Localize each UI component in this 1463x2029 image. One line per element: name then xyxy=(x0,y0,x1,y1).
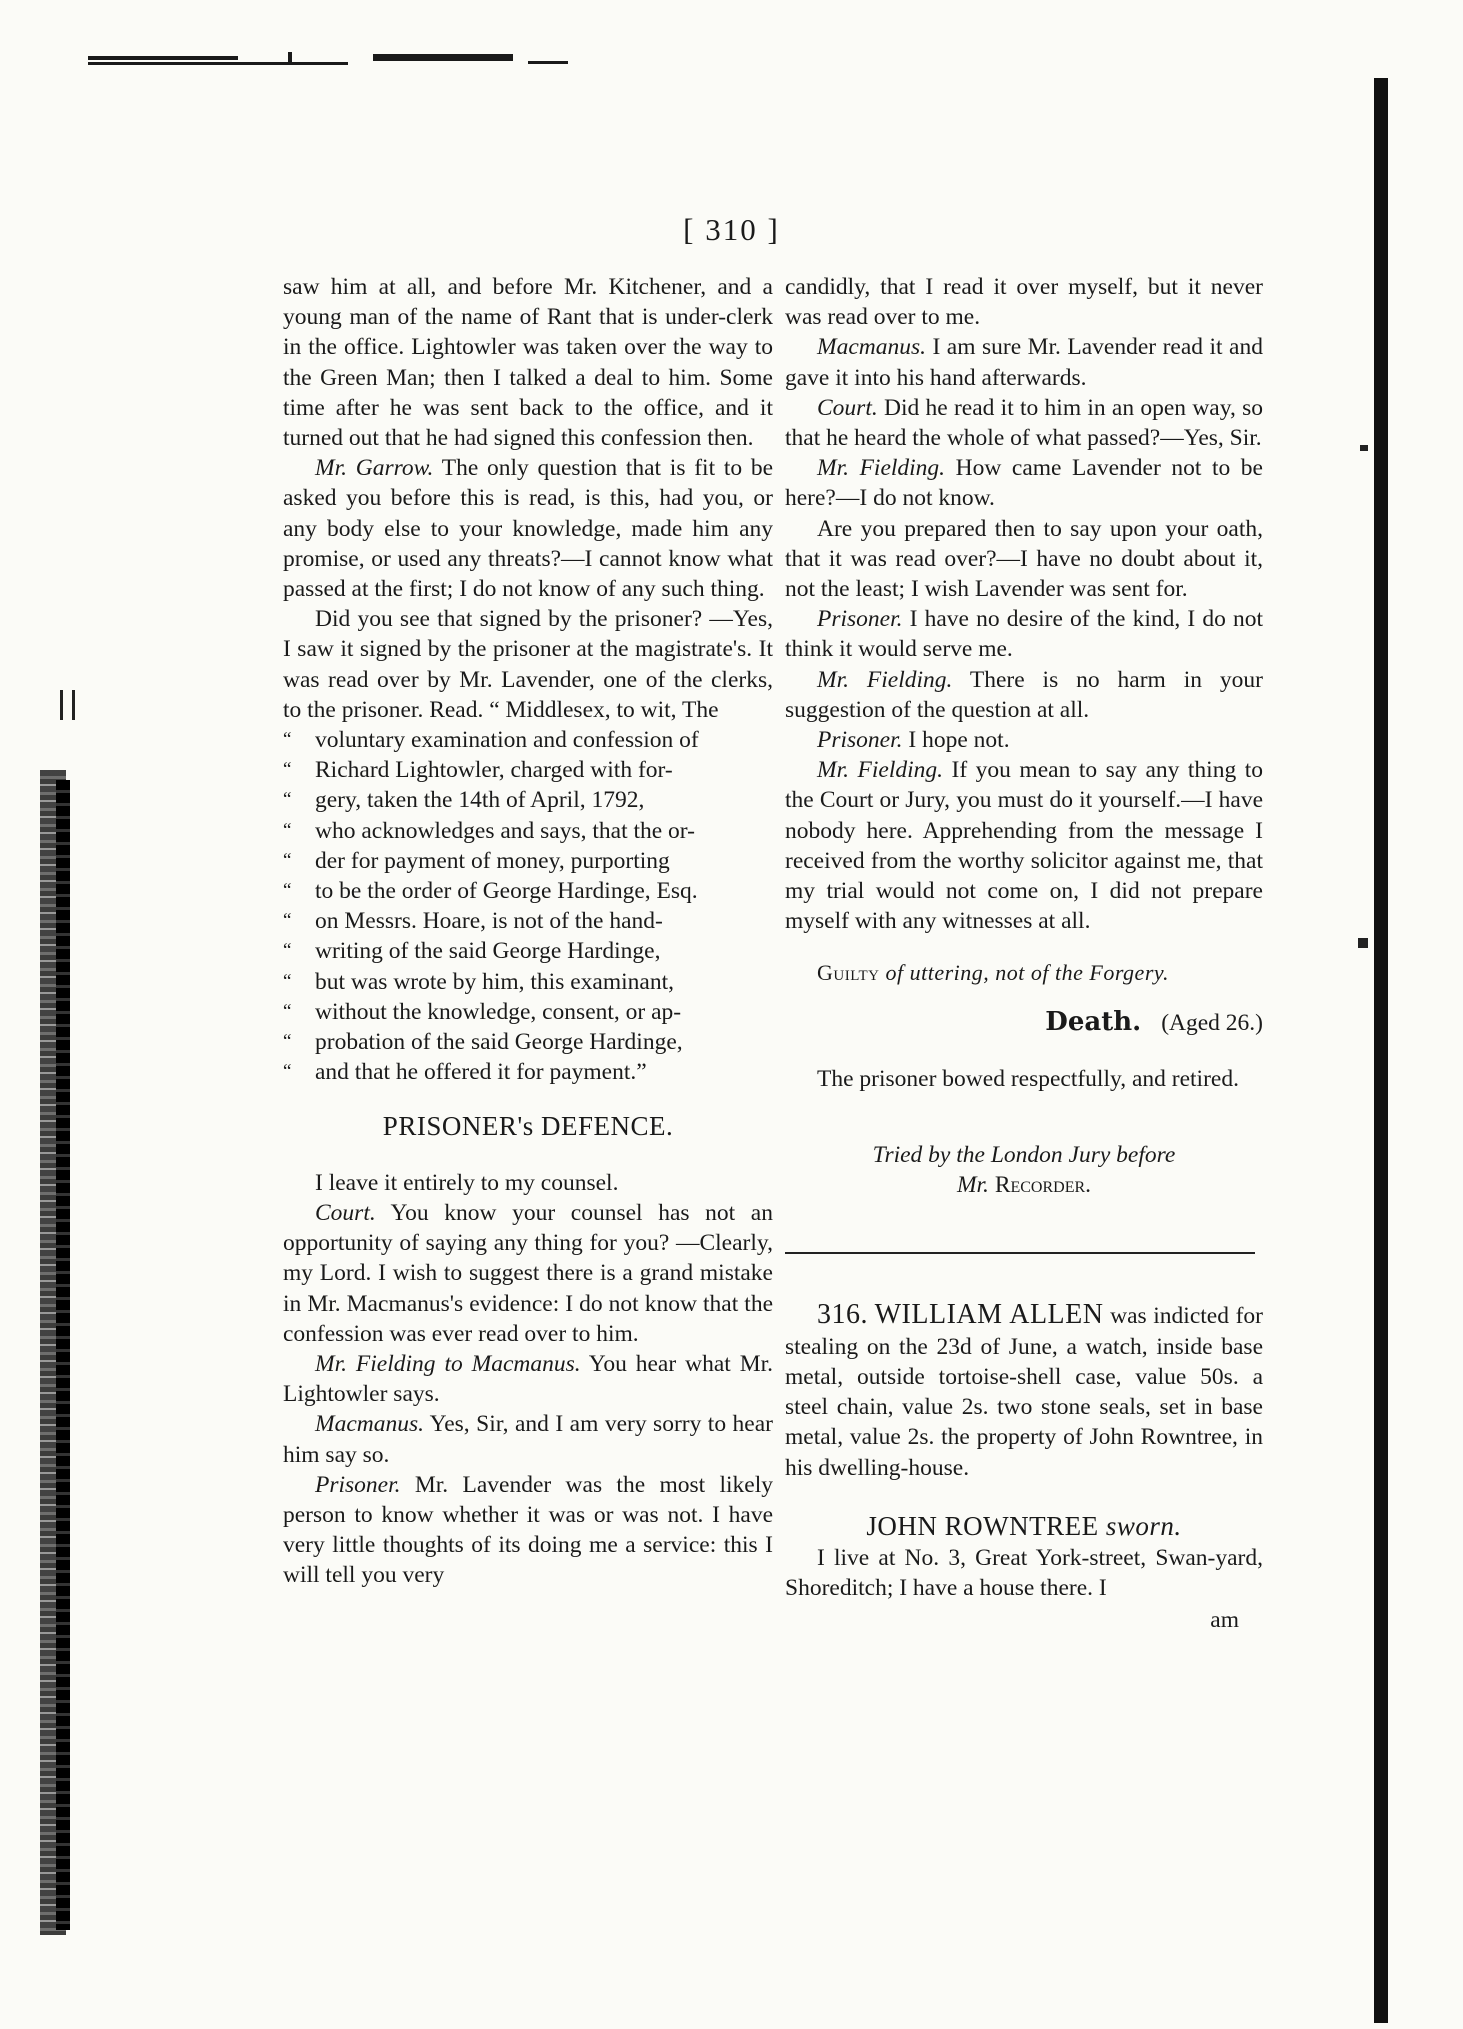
quote-line: “ writing of the said George Hardinge, xyxy=(283,936,773,966)
paragraph: saw him at all, and before Mr. Kitchener, and a young man of the name of Rant that is under-clerk in the office. Lightowler was taken over the way to the Green Man; then I talked a deal to him. Some time after he was sent back to the office, and it turned out that he had signed this confession then. xyxy=(283,274,773,452)
witness-name: JOHN ROWNTREE xyxy=(866,1510,1099,1541)
speech: You know your counsel has not an opportunity of saying any thing for you? —Clearly, my Lord. I wish to suggest there is a grand mistake in Mr. Macmanus's evidence: I do not know that the confession was ever read over to him. xyxy=(283,1199,773,1347)
scan-mark xyxy=(72,690,75,720)
quote-line: “ without the knowledge, consent, or ap- xyxy=(283,997,773,1027)
tried-before: Tried by the London Jury before xyxy=(872,1142,1176,1169)
speech: There is no harm in your suggestion of the question at all. xyxy=(785,666,1263,723)
speaker: Court. xyxy=(315,1199,376,1226)
quote-line: “ probation of the said George Hardinge, xyxy=(283,1027,773,1057)
paragraph: The prisoner bowed respectfully, and retired. xyxy=(817,1065,1239,1092)
speech: I am sure Mr. Lavender read it and gave it into his hand afterwards. xyxy=(785,334,1263,391)
quote-line: “ and that he offered it for payment.” xyxy=(283,1057,773,1087)
quote-line: “ voluntary examination and confession of xyxy=(283,725,773,755)
quote-line: “ on Messrs. Hoare, is not of the hand- xyxy=(283,906,773,936)
paragraph xyxy=(283,1470,773,1591)
quote-line: “ but was wrote by him, this examinant, xyxy=(283,967,773,997)
section-heading: PRISONER's DEFENCE. xyxy=(382,1111,674,1142)
verdict xyxy=(785,958,1263,988)
speech: I hope not. xyxy=(902,727,1010,754)
case-entry xyxy=(785,1300,1263,1482)
speaker: Prisoner. xyxy=(817,727,903,754)
scan-mark xyxy=(1358,938,1368,948)
aged: (Aged 26.) xyxy=(1161,1009,1263,1036)
case-number: 316. xyxy=(817,1299,868,1331)
quote-line: “ Richard Lightowler, charged with for- xyxy=(283,755,773,785)
recorder-mr: Mr. xyxy=(956,1172,989,1199)
paragraph xyxy=(785,755,1263,936)
paragraph: I leave it entirely to my counsel. xyxy=(315,1169,619,1196)
speech: Yes, Sir, and I am very sorry to hear him say so. xyxy=(283,1411,773,1468)
binding-shadow-right xyxy=(1374,78,1388,2023)
paragraph xyxy=(283,453,773,604)
speaker: Prisoner. xyxy=(817,606,903,633)
death-sentence: Death. xyxy=(1045,1006,1142,1037)
speech: How came Lavender not to be here?—I do not know. xyxy=(785,455,1263,512)
speaker: Mr. Garrow. xyxy=(315,455,434,482)
paragraph: candidly, that I read it over myself, but it never was read over to me. xyxy=(785,274,1263,331)
speaker: Mr. Fielding. xyxy=(817,757,943,784)
paragraph: Did you see that signed by the prisoner? —Yes, I saw it signed by the prisoner at the magistrate's. It was read over by Mr. Lavender, one of the clerks, to the prisoner. Read. “ Middlesex, to wit, The xyxy=(283,606,773,723)
paragraph xyxy=(785,725,1263,755)
defendant-name: WILLIAM ALLEN xyxy=(874,1299,1104,1331)
sentence xyxy=(785,1007,1263,1038)
paragraph xyxy=(785,604,1263,664)
recorder-line xyxy=(785,1170,1263,1200)
indictment-text: was indicted for stealing on the 23d of June, a watch, inside base metal, outside tortoise-shell case, value 50s. a steel chain, value 2s. two stone seals, set in base metal, value 2s. the property of John Rowntree, in his dwelling-house. xyxy=(785,1303,1263,1481)
paragraph xyxy=(785,393,1263,453)
recorder-title: Recorder. xyxy=(988,1172,1092,1199)
speaker: Prisoner. xyxy=(315,1471,401,1498)
speaker: Mr. Fielding. xyxy=(817,455,946,482)
speech: You hear what Mr. Lightowler says. xyxy=(283,1350,773,1408)
paragraph: Are you prepared then to say upon your oath, that it was read over?—I have no doubt about it, not the least; I wish Lavender was sent for. xyxy=(785,515,1263,603)
paragraph: I live at No. 3, Great York-street, Swan-yard, Shoreditch; I have a house there. I xyxy=(785,1544,1263,1602)
speaker: Mr. Fielding to Macmanus. xyxy=(315,1350,581,1377)
right-column xyxy=(785,272,1263,1636)
paragraph xyxy=(283,1409,773,1469)
speaker: Court. xyxy=(817,394,878,421)
scan-smudge-top xyxy=(88,52,558,66)
quote-line: “ der for payment of money, purporting xyxy=(283,846,773,876)
speaker: Mr. Fielding. xyxy=(817,666,953,693)
paragraph xyxy=(785,453,1263,513)
verdict-detail: of uttering, not of the Forgery. xyxy=(879,960,1169,986)
speech: I have no desire of the kind, I do not think it would serve me. xyxy=(785,606,1263,663)
paragraph xyxy=(283,1349,773,1409)
speech: Did he read it to him in an open way, so that he heard the whole of what passed?—Yes, Sir. xyxy=(785,394,1263,452)
speaker: Macmanus. xyxy=(315,1411,424,1438)
verdict-guilty: Guilty xyxy=(817,960,880,986)
paragraph xyxy=(785,332,1263,392)
quote-line: “ gery, taken the 14th of April, 1792, xyxy=(283,785,773,815)
catchword: am xyxy=(1210,1607,1239,1634)
page-number: [ 310 ] xyxy=(683,212,780,247)
quote-line: “ who acknowledges and says, that the or- xyxy=(283,816,773,846)
speaker: Macmanus. xyxy=(817,334,926,361)
binding-shadow-left-inner xyxy=(56,780,70,1930)
witness-sworn: sworn. xyxy=(1105,1510,1182,1541)
paragraph xyxy=(785,665,1263,725)
left-column xyxy=(283,272,773,1591)
scan-mark xyxy=(60,690,63,720)
witness-heading xyxy=(785,1511,1263,1541)
quote-line: “ to be the order of George Hardinge, Esq. xyxy=(283,876,773,906)
paragraph xyxy=(283,1198,773,1349)
speech: Mr. Lavender was the most likely person to know whether it was or was not. I have very little thoughts of its doing me a service: this I will tell you very xyxy=(283,1471,773,1589)
section-divider xyxy=(785,1252,1255,1254)
scan-mark xyxy=(1360,445,1368,451)
speech: If you mean to say any thing to the Court or Jury, you must do it yourself.—I have nobody here. Apprehending from the message I received from the worthy solicitor against me, that my trial would not come on, I did not prepare myself with any witnesses at all. xyxy=(785,757,1263,935)
speech: The only question that is fit to be asked you before this is read, is this, had you, or any body else to your knowledge, made him any promise, or used any threats?—I cannot know what passed at the first; I do not know of any such thing. xyxy=(283,455,774,603)
